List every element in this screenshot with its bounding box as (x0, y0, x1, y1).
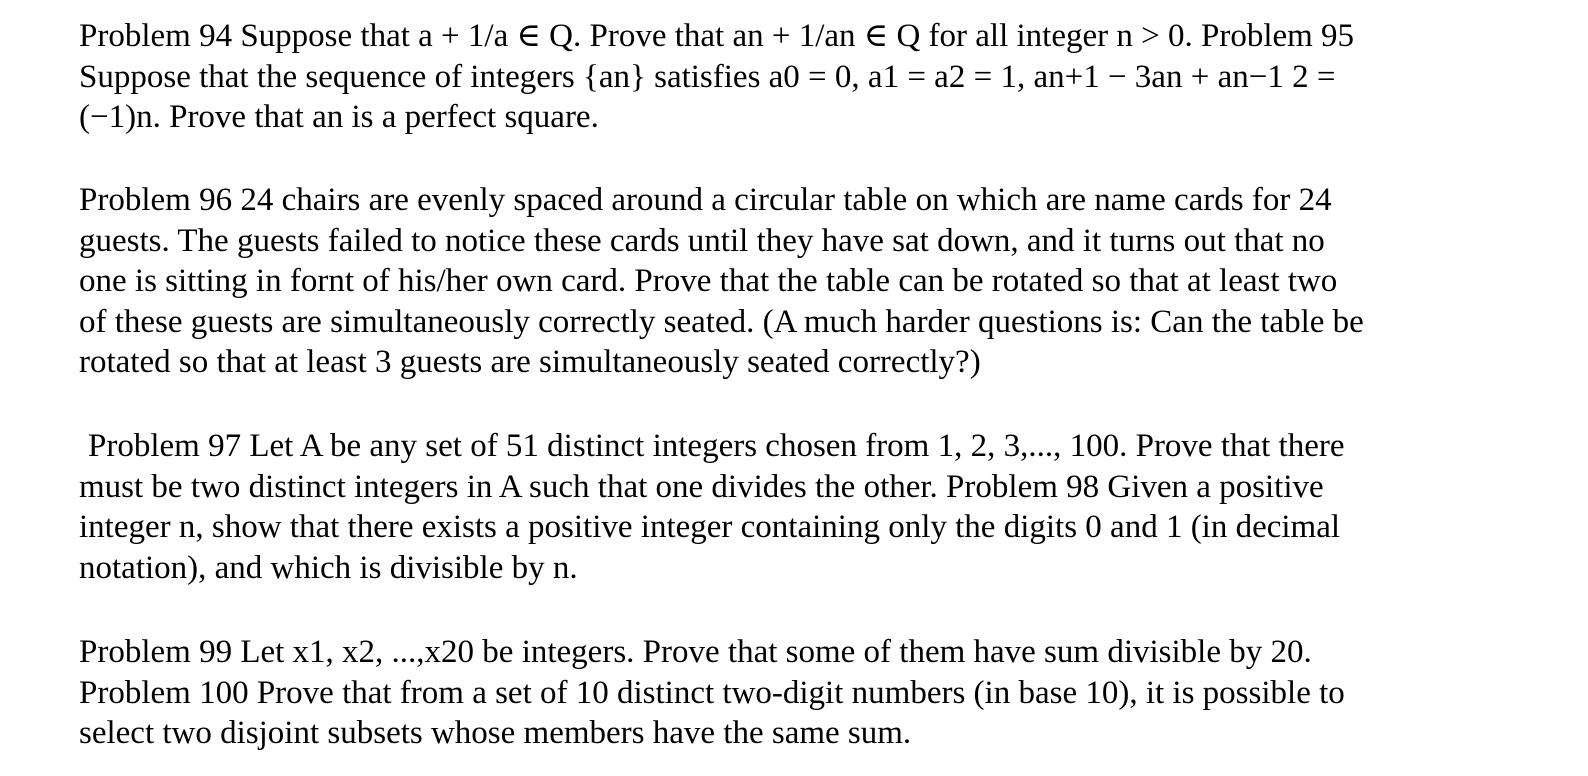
text-line: Problem 97 Let A be any set of 51 distinct integers chosen from 1, 2, 3,..., 100. Prove that there (88, 428, 1345, 464)
text-line: Suppose that the sequence of integers {an} satisfies a0 = 0, a1 = a2 = 1, an+1 − 3an + an−1 2 = (79, 58, 1336, 95)
text-line: Problem 94 Suppose that a + 1/a ∈ Q. Prove that an + 1/an ∈ Q for all integer n > 0. Problem 95 (79, 18, 1355, 54)
text-line: rotated so that at least 3 guests are simultaneously seated correctly?) (79, 344, 981, 380)
text-line: integer n, show that there exists a positive integer containing only the digits 0 and 1 (in decimal (79, 509, 1341, 545)
text-line: one is sitting in fornt of his/her own card. Prove that the table can be rotated so that at least two (79, 263, 1338, 299)
paragraph-problems-94-95 (79, 16, 1519, 138)
paragraph-problems-99-100 (79, 632, 1519, 754)
paragraph-problems-97-98 (79, 426, 1528, 588)
text-line: select two disjoint subsets whose members have the same sum. (79, 715, 912, 751)
text-line: of these guests are simultaneously correctly seated. (A much harder questions is: Can the table be (79, 303, 1364, 340)
paragraph-problem-96 (79, 180, 1519, 383)
text-line: notation), and which is divisible by n. (79, 549, 578, 586)
text-line: Problem 100 Prove that from a set of 10 distinct two-digit numbers (in base 10), it is possible to (79, 674, 1345, 711)
text-line: Problem 96 24 chairs are evenly spaced around a circular table on which are name cards for 24 (79, 182, 1332, 218)
text-line: guests. The guests failed to notice these cards until they have sat down, and it turns out that no (79, 222, 1325, 259)
text-line: Problem 99 Let x1, x2, ...,x20 be integers. Prove that some of them have sum divisible by 20. (79, 634, 1312, 670)
text-line: must be two distinct integers in A such that one divides the other. Problem 98 Given a positive (79, 468, 1324, 505)
text-line: (−1)n. Prove that an is a perfect square. (79, 99, 599, 135)
